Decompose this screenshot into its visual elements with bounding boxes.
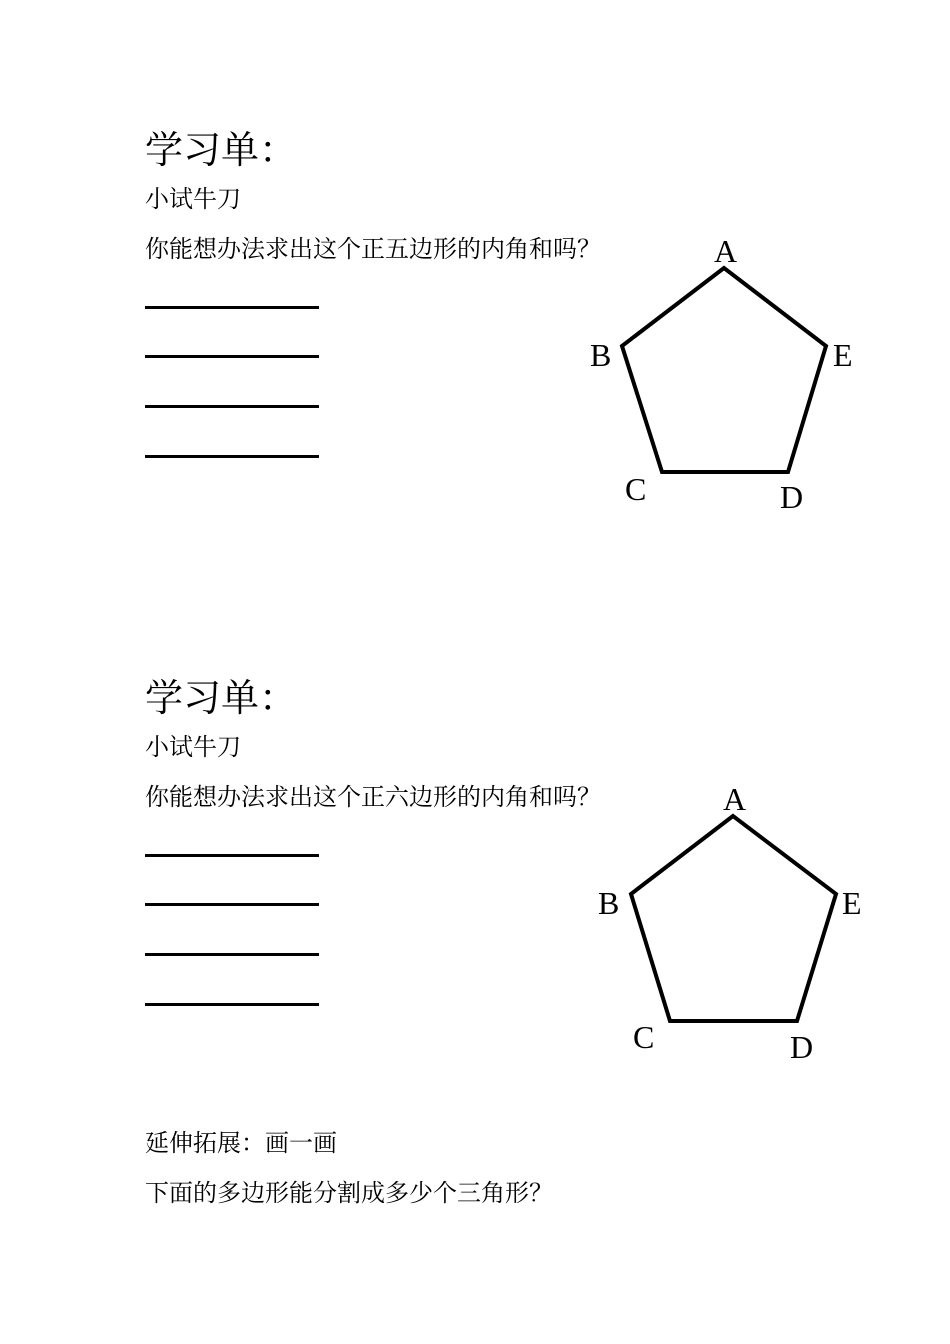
pentagon-shape bbox=[631, 816, 836, 1021]
section-title: 学习单： bbox=[145, 676, 298, 720]
section-subtitle: 小试牛刀 bbox=[145, 185, 241, 213]
answer-blank-line[interactable] bbox=[145, 306, 319, 309]
pentagon-figure bbox=[590, 778, 890, 1068]
vertex-label-a: A bbox=[714, 233, 738, 269]
question-text: 你能想办法求出这个正六边形的内角和吗？ bbox=[145, 783, 601, 811]
vertex-label-c: C bbox=[625, 471, 647, 507]
answer-blank-line[interactable] bbox=[145, 903, 319, 906]
extension-heading: 延伸拓展：画一画 bbox=[145, 1129, 337, 1157]
answer-blank-line[interactable] bbox=[145, 455, 319, 458]
vertex-label-c: C bbox=[633, 1019, 655, 1055]
vertex-label-d: D bbox=[780, 479, 804, 515]
vertex-label-a: A bbox=[723, 781, 747, 817]
question-text: 你能想办法求出这个正五边形的内角和吗？ bbox=[145, 235, 601, 263]
pentagon-shape bbox=[622, 268, 826, 472]
answer-blank-line[interactable] bbox=[145, 953, 319, 956]
vertex-label-e: E bbox=[833, 337, 853, 373]
extension-question: 下面的多边形能分割成多少个三角形？ bbox=[145, 1179, 553, 1207]
section-title: 学习单： bbox=[145, 128, 298, 172]
vertex-label-e: E bbox=[842, 885, 862, 921]
answer-blank-line[interactable] bbox=[145, 854, 319, 857]
vertex-label-b: B bbox=[590, 337, 612, 373]
section-subtitle: 小试牛刀 bbox=[145, 733, 241, 761]
answer-blank-line[interactable] bbox=[145, 1003, 319, 1006]
pentagon-figure bbox=[580, 230, 880, 520]
answer-blank-line[interactable] bbox=[145, 355, 319, 358]
vertex-label-d: D bbox=[790, 1029, 814, 1065]
vertex-label-b: B bbox=[598, 885, 620, 921]
answer-blank-line[interactable] bbox=[145, 405, 319, 408]
